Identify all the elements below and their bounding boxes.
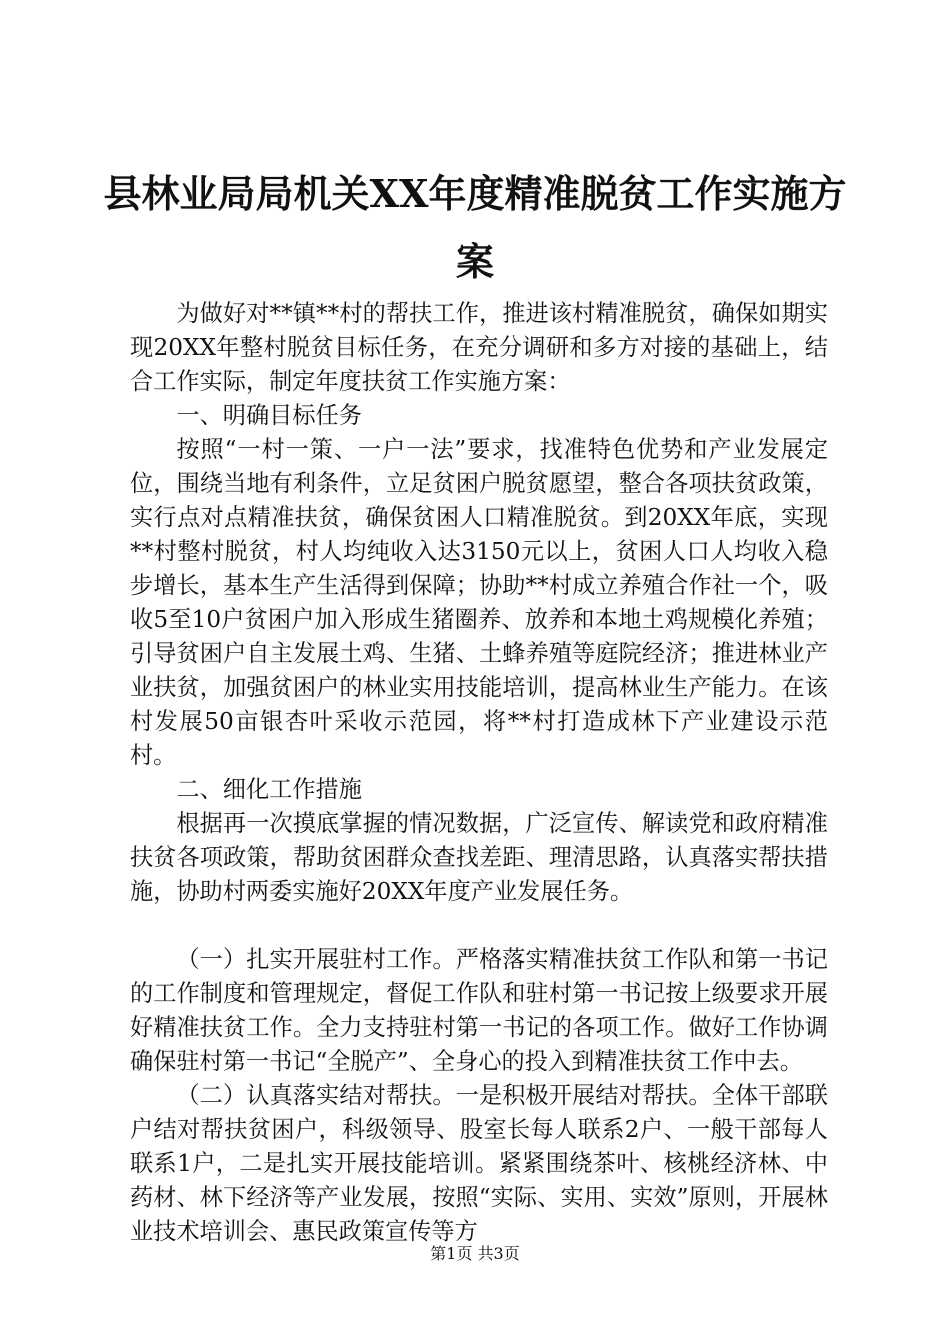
section-heading-2: 二、细化工作措施 — [176, 776, 362, 803]
document-title: 县林业局局机关XX年度精准脱贫工作实施方案 — [103, 171, 847, 284]
intro-paragraph: 为做好对**镇**村的帮扶工作，推进该村精准脱贫，确保如期实现20XX年整村脱贫目标任务，在充分调研和多方对接的基础上，结合工作实际，制定年度扶贫工作实施方案： — [130, 300, 828, 395]
section-2-paragraph: 根据再一次摸底掌握的情况数据，广泛宣传、解读党和政府精准扶贫各项政策，帮助贫困群众查找差距、理清思路，认真落实帮扶措施，协助村两委实施好20XX年度产业发展任务。 — [130, 810, 828, 905]
document-body — [130, 297, 828, 1249]
subsection-1-paragraph: （一）扎实开展驻村工作。严格落实精准扶贫工作队和第一书记的工作制度和管理规定，督促工作队和驻村第一书记按上级要求开展好精准扶贫工作。全力支持驻村第一书记的各项工作。做好工作协调确保驻村第一书记“全脱产”、全身心的投入到精准扶贫工作中去。 — [130, 946, 828, 1075]
section-1-paragraph: 按照“一村一策、一户一法”要求，找准特色优势和产业发展定位，围绕当地有利条件，立足贫困户脱贫愿望，整合各项扶贫政策，实行点对点精准扶贫，确保贫困人口精准脱贫。到20XX年底，实现**村整村脱贫，村人均纯收入达3150元以上，贫困人口人均收入稳步增长，基本生产生活得到保障；协助**村成立养殖合作社一个，吸收5至10户贫困户加入形成生猪圈养、放养和本地土鸡规模化养殖；引导贫困户自主发展土鸡、生猪、土蜂养殖等庭院经济；推进林业产业扶贫，加强贫困户的林业实用技能培训，提高林业生产能力。在该村发展50亩银杏叶采收示范园，将**村打造成林下产业建设示范村。 — [130, 436, 828, 769]
section-heading-1: 一、明确目标任务 — [176, 402, 362, 429]
subsection-2-paragraph: （二）认真落实结对帮扶。一是积极开展结对帮扶。全体干部联户结对帮扶贫困户，科级领导、股室长每人联系2户、一般干部每人联系1户，二是扎实开展技能培训。紧紧围绕茶叶、核桃经济林、中药材、林下经济等产业发展，按照“实际、实用、实效”原则，开展林业技术培训会、惠民政策宣传等方 — [130, 1082, 828, 1245]
page-footer: 第1页 共3页 — [430, 1244, 520, 1263]
